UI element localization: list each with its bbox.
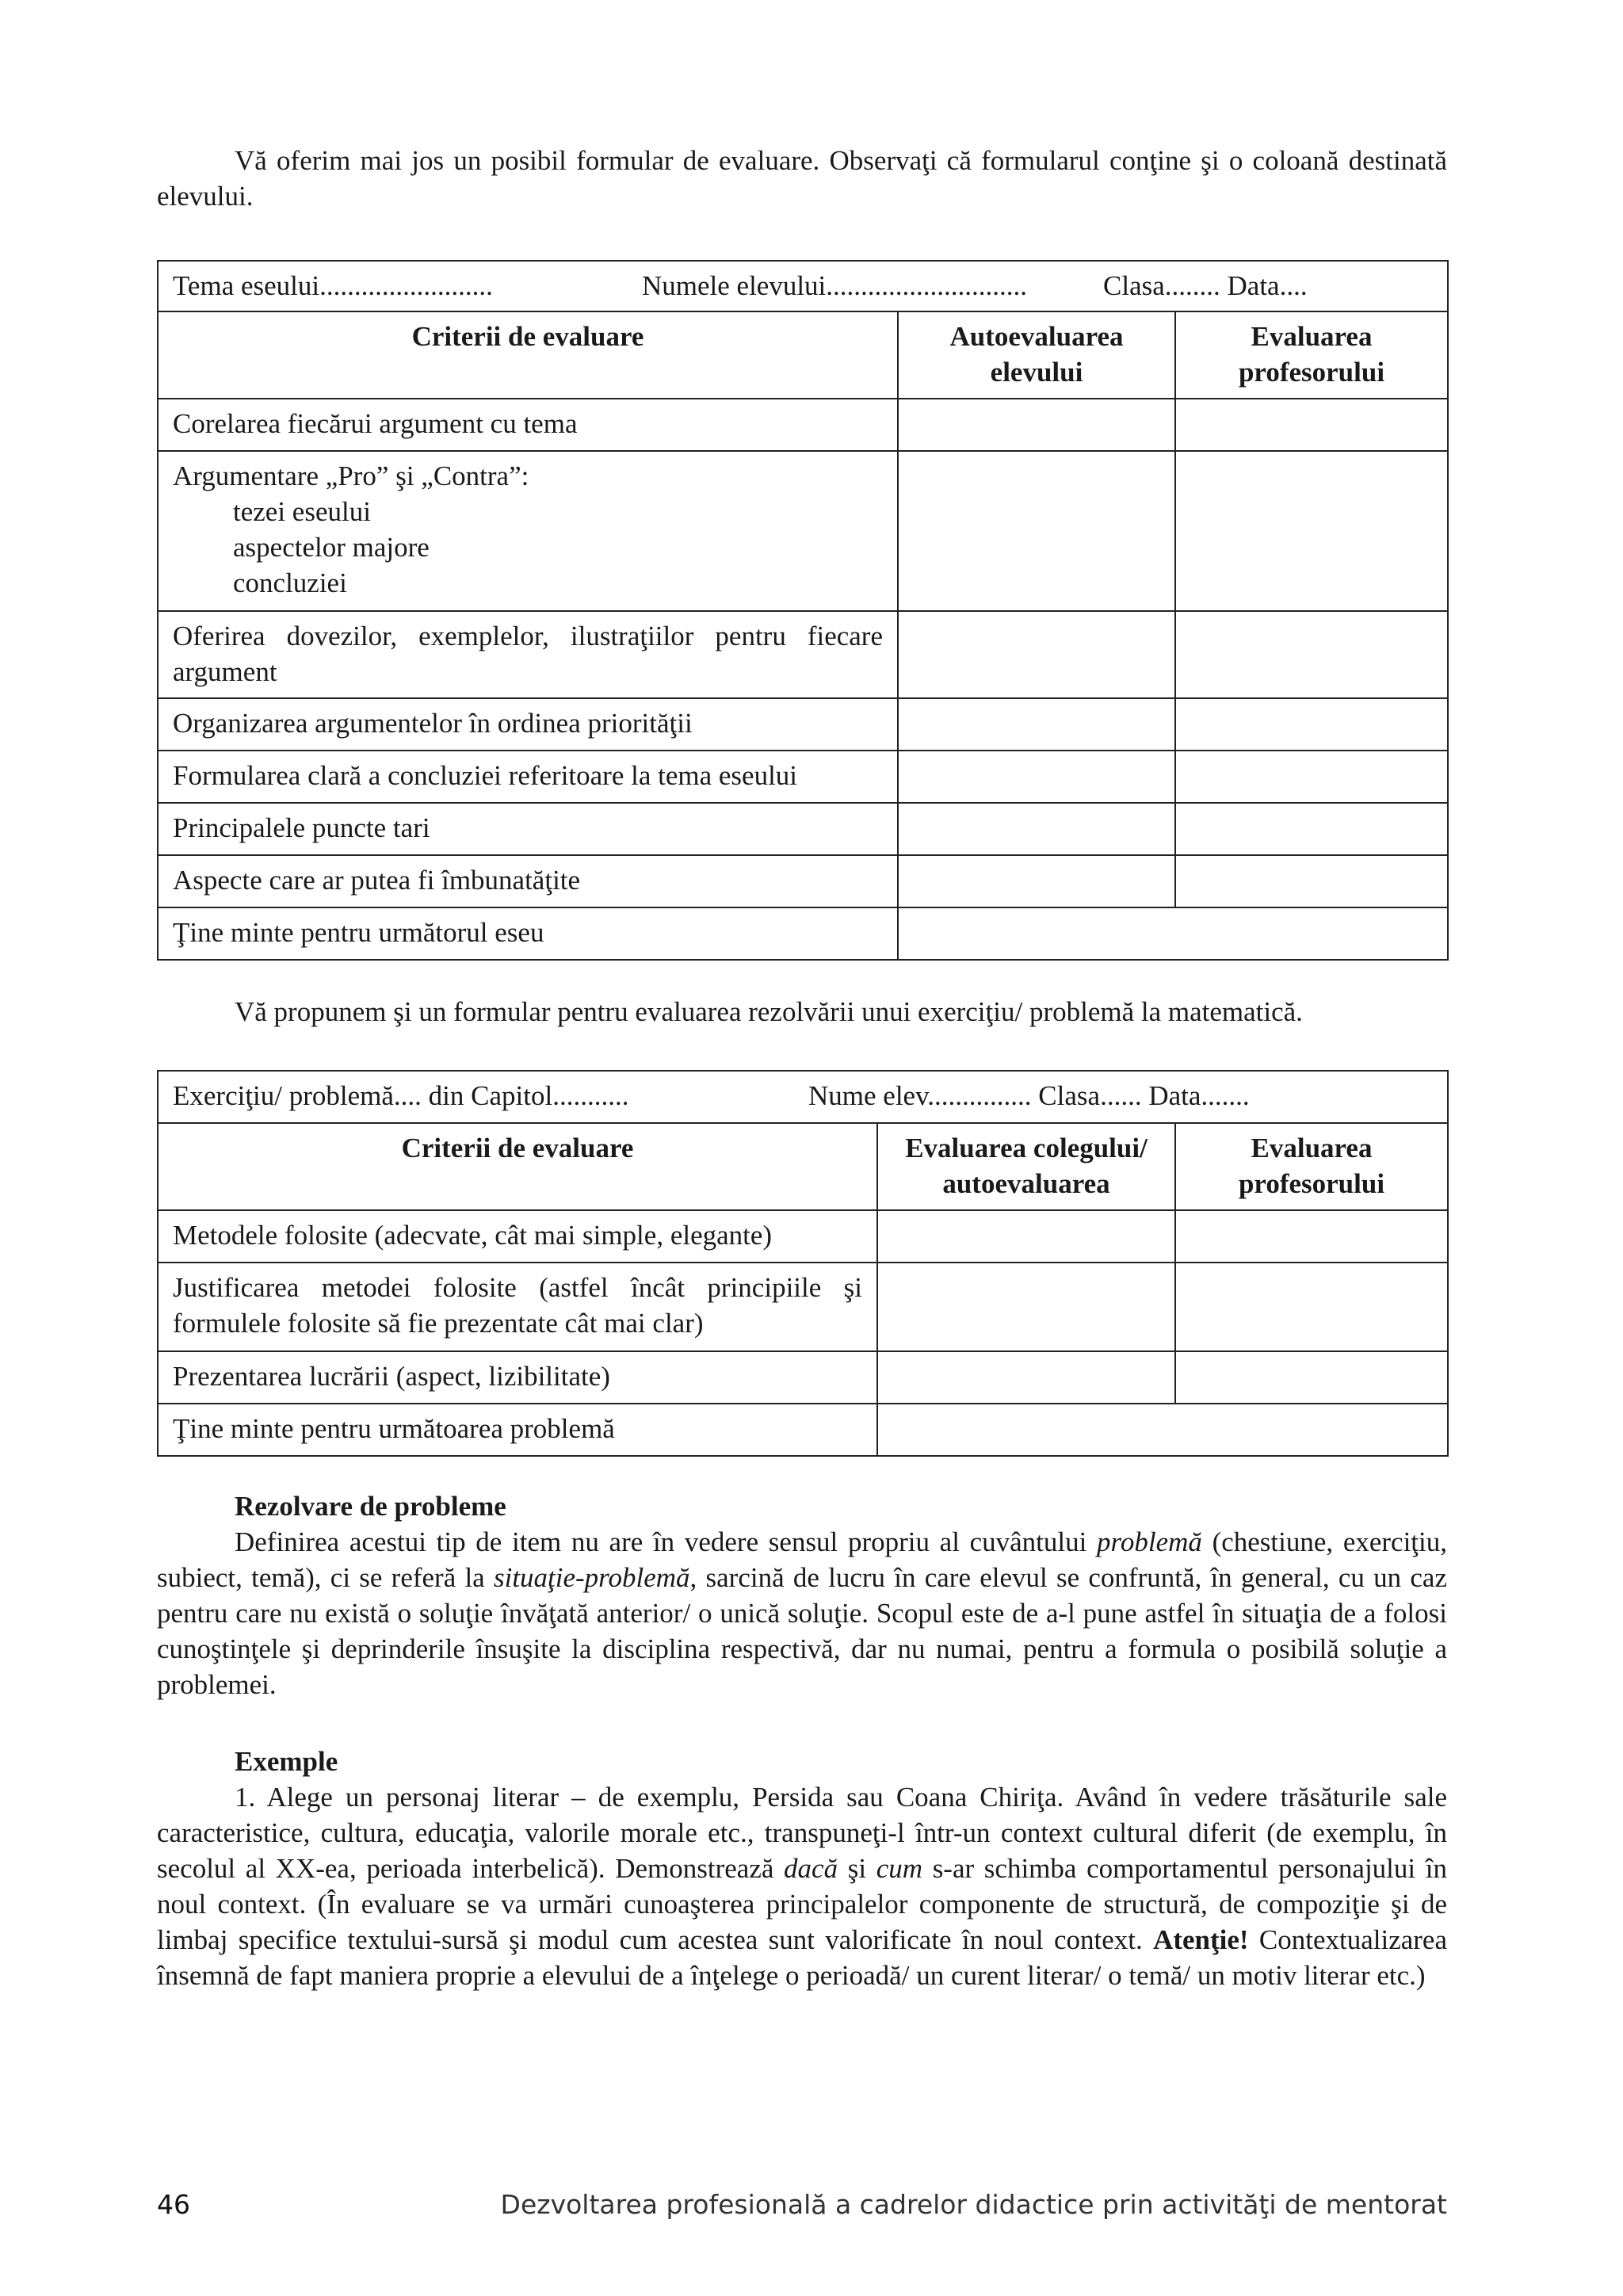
sub-item: tezei eseului: [233, 496, 371, 527]
text-span: 1. Alege un personaj literar – de exemplu, Persida sau Coana Chiriţa. Având în vedere trăsăturile sale caracteristice, cultura, educaţia, valorile morale etc., transpuneţi-l într-un context cultural diferit (de exemplu, în secolul al XX-ea, perioada interbelică). Demonstrează: [157, 1782, 1447, 1884]
criteria-cell: Oferirea dovezilor, exemplelor, ilustraţiilor pentru fiecare argument: [158, 611, 898, 698]
teacher-score-cell[interactable]: [1175, 803, 1448, 855]
sub-item: concluziei: [233, 567, 347, 598]
intro-paragraph: Vă oferim mai jos un posibil formular de evaluare. Observaţi că formularul conţine şi o coloană destinată elevului.: [157, 145, 1447, 212]
teacher-score-cell[interactable]: [1175, 451, 1448, 611]
text-span: (chestiune, exerciţiu, subiect, temă), ci se referă la: [157, 1526, 1448, 1593]
teacher-score-cell[interactable]: [1175, 855, 1448, 907]
text-span: , sarcină de lucru în care elevul se confruntă, în general, cu un caz pentru care nu există o soluţie învăţată anterior/ o unică soluţie. Scopul este de a-l pune astfel în situaţia de a folosi cunoştinţele şi deprinderile însuşite la disciplina respectivă, dar nu numai, pentru a formula o posibilă soluţie a problemei.: [157, 1562, 1447, 1700]
teacher-score-cell[interactable]: [1175, 611, 1448, 698]
criteria-cell: Ţine minte pentru următorul eseu: [158, 907, 898, 960]
text-span: Definirea acestui tip de item nu are în vedere sensul propriu al cuvântului: [235, 1526, 1098, 1557]
teacher-score-cell[interactable]: [1175, 399, 1448, 451]
table1-header-row: [158, 261, 1448, 311]
col-evaluare-coleg: Evaluarea colegului/ autoevaluarea: [877, 1123, 1175, 1210]
nume-field: Numele elevului.............................: [642, 270, 1028, 301]
elev-field: Nume elev............... Clasa...... Data.......: [808, 1080, 1250, 1111]
criteria-cell: Formularea clară a concluziei referitoare la tema eseului: [158, 751, 898, 803]
criteria-label: Argumentare „Pro” şi „Contra”:: [173, 460, 529, 491]
section-title: Exemple: [235, 1746, 338, 1777]
student-score-cell[interactable]: [898, 698, 1175, 751]
teacher-score-cell[interactable]: [1175, 1263, 1448, 1351]
remember-cell[interactable]: [898, 907, 1448, 960]
criteria-cell: Justificarea metodei folosite (astfel încât principiile şi formulele folosite să fie prezentate cât mai clar): [158, 1263, 877, 1351]
teacher-score-cell[interactable]: [1175, 1210, 1448, 1263]
col-evaluare-prof: Evaluarea profesorului: [1175, 1123, 1448, 1210]
peer-score-cell[interactable]: [877, 1351, 1175, 1404]
text-span: şi: [838, 1853, 876, 1884]
student-score-cell[interactable]: [898, 451, 1175, 611]
col-evaluare-prof: Evaluarea profesorului: [1175, 311, 1448, 399]
section-title: Rezolvare de probleme: [235, 1491, 506, 1522]
criteria-cell: Ţine minte pentru următoarea problemă: [158, 1404, 877, 1456]
section-paragraph: [157, 1524, 1447, 1702]
criteria-cell: Organizarea argumentelor în ordinea priorităţii: [158, 698, 898, 751]
text-span: Atenţie!: [1153, 1924, 1249, 1955]
criteria-cell: Principalele puncte tari: [158, 803, 898, 855]
criteria-cell: Corelarea fiecărui argument cu tema: [158, 399, 898, 451]
teacher-score-cell[interactable]: [1175, 698, 1448, 751]
clasa-field: Clasa........ Data....: [1103, 270, 1308, 301]
sub-item: aspectelor majore: [233, 532, 430, 563]
peer-score-cell[interactable]: [877, 1263, 1175, 1351]
footer-title: Dezvoltarea profesională a cadrelor didactice prin activităţi de mentorat: [500, 2189, 1447, 2220]
intro2-paragraph: Vă propunem şi un formular pentru evaluarea rezolvării unui exerciţiu/ problemă la matematică.: [235, 996, 1303, 1027]
criteria-cell: Aspecte care ar putea fi îmbunatăţite: [158, 855, 898, 907]
remember-cell[interactable]: [877, 1404, 1448, 1456]
text-span: dacă: [784, 1853, 838, 1884]
col-criterii: Criterii de evaluare: [158, 1123, 877, 1210]
peer-score-cell[interactable]: [877, 1210, 1175, 1263]
teacher-score-cell[interactable]: [1175, 1351, 1448, 1404]
criteria-cell: [158, 451, 898, 611]
text-span: Contextualizarea însemnă de fapt maniera proprie a elevului de a înţelege o perioadă/ un curent literar/ o temă/ un motiv literar etc.): [157, 1924, 1447, 1991]
text-span: situaţie-problemă: [493, 1562, 690, 1593]
section-paragraph: [157, 1779, 1447, 1993]
text-span: problemă: [1097, 1526, 1202, 1557]
criteria-cell: Prezentarea lucrării (aspect, lizibilitate): [158, 1351, 877, 1404]
page-content: [157, 143, 1447, 1993]
text-span: s-ar schimba comportamentul personajului în noul context. (În evaluare se va urmări cunoaşterea principalelor componente de structură, de compoziţie şi de limbaj specifice textului-sursă şi modul cum acestea sunt valorificate în noul context.: [157, 1853, 1447, 1955]
exercise-field: Exerciţiu/ problemă.... din Capitol...........: [173, 1080, 629, 1111]
table2-header-row: [158, 1071, 1448, 1123]
text-span: cum: [876, 1853, 923, 1884]
student-score-cell[interactable]: [898, 399, 1175, 451]
teacher-score-cell[interactable]: [1175, 751, 1448, 803]
criteria-cell: Metodele folosite (adecvate, cât mai simple, elegante): [158, 1210, 877, 1263]
student-score-cell[interactable]: [898, 751, 1175, 803]
tema-field: Tema eseului.........................: [173, 270, 493, 301]
student-score-cell[interactable]: [898, 855, 1175, 907]
essay-evaluation-table: [157, 260, 1449, 961]
col-autoevaluare: Autoevaluarea elevului: [898, 311, 1175, 399]
math-evaluation-table: [157, 1070, 1449, 1457]
page-number: 46: [157, 2189, 190, 2220]
page-footer: [157, 2189, 1447, 2220]
col-criterii: Criterii de evaluare: [158, 311, 898, 399]
student-score-cell[interactable]: [898, 803, 1175, 855]
student-score-cell[interactable]: [898, 611, 1175, 698]
